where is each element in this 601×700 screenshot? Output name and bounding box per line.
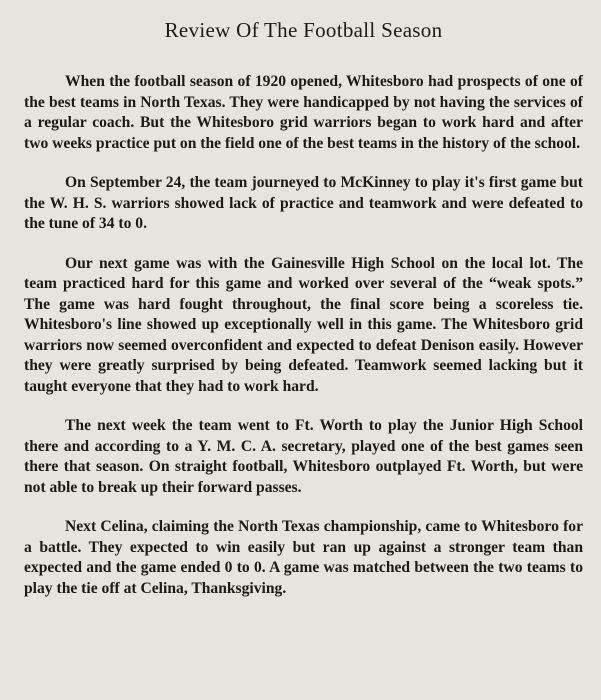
paragraph-celina-game: Next Celina, claiming the North Texas championship, came to Whitesboro for a battle. They expected to win easily but ran up against a stronger team than expected and the game ended 0 to 0. A game was matched between the two teams to play the tie off at Celina, Thanksgiving. <box>24 518 583 597</box>
paragraph-ft-worth-game: The next week the team went to Ft. Worth to play the Junior High School there and according to a Y. M. C. A. secretary, played one of the best games seen there that season. On straight football, Whitesboro outplayed Ft. Worth, but were not able to break up their forward passes. <box>24 417 583 496</box>
paragraph-season-opening: When the football season of 1920 opened, Whitesboro had prospects of one of the best teams in North Texas. They were handicapped by not having the services of a regular coach. But the Whitesboro grid warriors began to work hard and after two weeks practice put on the field one of the best teams in the history of the school. <box>24 73 583 152</box>
paragraph-gainesville-denison-games: Our next game was with the Gainesville High School on the local lot. The team practiced hard for this game and worked over several of the “weak spots.” The game was hard fought throughout, the final score being a scoreless tie. Whitesboro's line showed up exceptionally well in this game. The Whitesboro grid warriors now seemed overconfident and expected to defeat Denison easily. However they were greatly surprised by being defeated. Teamwork seemed lacking but it taught everyone that they had to work hard. <box>24 254 583 395</box>
page-title: Review Of The Football Season <box>164 18 443 42</box>
paragraph-mckinney-game: On September 24, the team journeyed to McKinney to play it's first game but the W. H. S. warriors showed lack of practice and teamwork and were defeated to the tune of 34 to 0. <box>24 174 583 232</box>
